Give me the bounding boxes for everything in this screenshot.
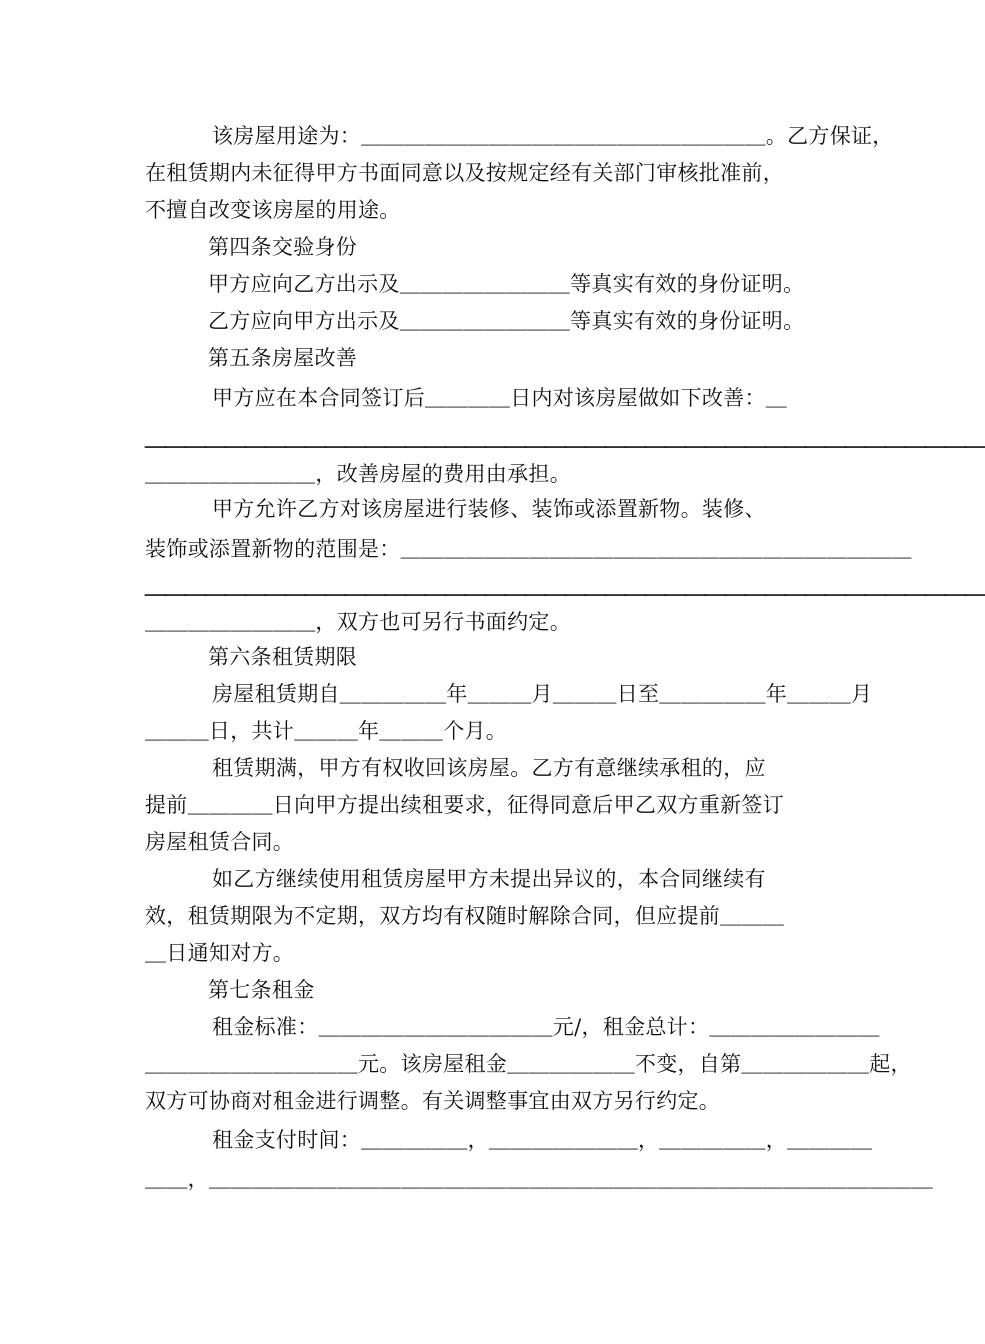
text-line: ＿＿＿日，共计＿＿＿年＿＿＿个月。 bbox=[145, 719, 508, 743]
text-line: ＿＿＿＿＿＿＿＿，改善房屋的费用由承担。 bbox=[145, 462, 571, 486]
text-line: 效，租赁期限为不定期，双方均有权随时解除合同，但应提前＿＿＿ bbox=[145, 904, 784, 928]
text-line: 房屋租赁期自＿＿＿＿＿年＿＿＿月＿＿＿日至＿＿＿＿＿年＿＿＿月 bbox=[212, 682, 873, 706]
blank-line: ＿＿＿＿＿＿＿＿＿＿＿＿＿＿＿＿＿＿＿＿＿＿＿＿＿＿＿＿＿＿＿＿＿＿＿＿＿＿＿＿＿＿ bbox=[145, 426, 985, 450]
text-line: 不擅自改变该房屋的用途。 bbox=[145, 198, 401, 222]
text-line: 装饰或添置新物的范围是：＿＿＿＿＿＿＿＿＿＿＿＿＿＿＿＿＿＿＿＿＿＿＿＿ bbox=[145, 537, 912, 561]
text-line: 房屋租赁合同。 bbox=[145, 830, 295, 854]
text-line: 提前＿＿＿＿日向甲方提出续租要求，征得同意后甲乙双方重新签订 bbox=[145, 793, 784, 817]
text-line: 租金支付时间：＿＿＿＿＿，＿＿＿＿＿＿＿，＿＿＿＿＿，＿＿＿＿ bbox=[212, 1128, 873, 1152]
text-line: 乙方应向甲方出示及＿＿＿＿＿＿＿＿等真实有效的身份证明。 bbox=[208, 309, 805, 333]
text-line: 在租赁期内未征得甲方书面同意以及按规定经有关部门审核批准前， bbox=[145, 161, 784, 185]
section-heading: 第四条交验身份 bbox=[208, 235, 358, 259]
text-line: ＿＿，＿＿＿＿＿＿＿＿＿＿＿＿＿＿＿＿＿＿＿＿＿＿＿＿＿＿＿＿＿＿＿＿＿＿ bbox=[145, 1167, 934, 1191]
blank-line: ＿＿＿＿＿＿＿＿＿＿＿＿＿＿＿＿＿＿＿＿＿＿＿＿＿＿＿＿＿＿＿＿＿＿＿＿＿＿＿＿＿＿ bbox=[145, 574, 985, 598]
text-line: 如乙方继续使用租赁房屋甲方未提出异议的，本合同继续有 bbox=[212, 867, 766, 891]
text-line: ＿＿＿＿＿＿＿＿＿＿元。该房屋租金＿＿＿＿＿＿不变，自第＿＿＿＿＿＿起， bbox=[145, 1052, 912, 1076]
text-line: 甲方应在本合同签订后＿＿＿＿日内对该房屋做如下改善：＿ bbox=[212, 386, 788, 410]
section-heading: 第五条房屋改善 bbox=[208, 346, 358, 370]
text-line: 该房屋用途为：＿＿＿＿＿＿＿＿＿＿＿＿＿＿＿＿＿＿＿。乙方保证， bbox=[212, 124, 894, 148]
text-line: 甲方允许乙方对该房屋进行装修、装饰或添置新物。装修、 bbox=[212, 497, 766, 521]
text-line: 租金标准：＿＿＿＿＿＿＿＿＿＿＿元/，租金总计：＿＿＿＿＿＿＿＿ bbox=[212, 1015, 880, 1039]
text-line: ＿＿＿＿＿＿＿＿，双方也可另行书面约定。 bbox=[145, 610, 571, 634]
text-line: ＿日通知对方。 bbox=[145, 941, 295, 965]
section-heading: 第六条租赁期限 bbox=[208, 645, 358, 669]
text-line: 双方可协商对租金进行调整。有关调整事宜由双方另行约定。 bbox=[145, 1089, 721, 1113]
text-line: 租赁期满，甲方有权收回该房屋。乙方有意继续承租的，应 bbox=[212, 756, 766, 780]
text-line: 甲方应向乙方出示及＿＿＿＿＿＿＿＿等真实有效的身份证明。 bbox=[208, 272, 805, 296]
section-heading: 第七条租金 bbox=[208, 978, 315, 1002]
